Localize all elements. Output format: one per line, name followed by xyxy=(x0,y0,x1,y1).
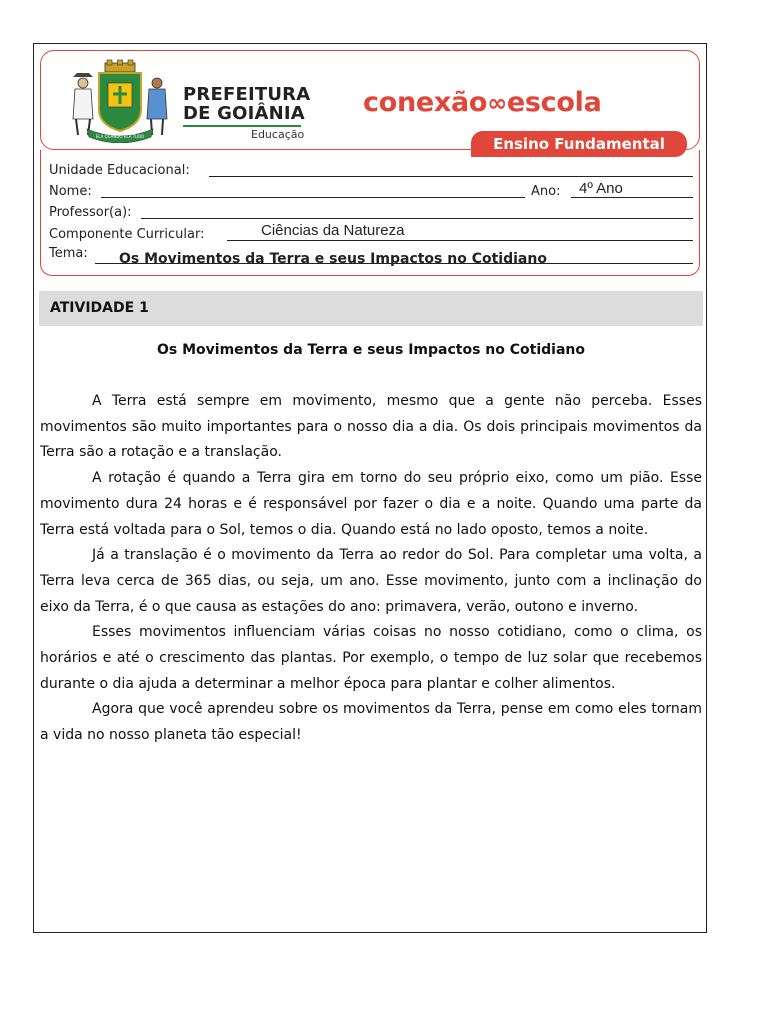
text-title: Os Movimentos da Terra e seus Impactos no Cotidiano xyxy=(157,342,585,358)
professor-field[interactable] xyxy=(141,218,693,219)
ano-value: 4º Ano xyxy=(579,180,623,197)
professor-label: Professor(a): xyxy=(49,205,132,220)
body-text xyxy=(40,389,702,749)
conexao-escola-logo xyxy=(363,87,602,118)
ano-field[interactable] xyxy=(571,197,693,198)
brand-part2: escola xyxy=(506,87,602,118)
header xyxy=(40,50,700,153)
ano-label: Ano: xyxy=(531,184,561,199)
prefeitura-name xyxy=(183,85,310,123)
prefeitura-line2: DE GOIÂNIA xyxy=(183,103,305,124)
paragraph: A rotação é quando a Terra gira em torno do seu próprio eixo, como um pião. Esse movimento dura 24 horas e é responsável por fazer o dia e a noite. Quando uma parte da Terra está voltada para o Sol, temos o dia. Quando está no lado oposto, temos a noite. xyxy=(40,470,702,538)
tema-label: Tema: xyxy=(49,246,88,261)
nome-field[interactable] xyxy=(101,197,525,198)
student-info-form xyxy=(40,150,700,276)
componente-value: Ciências da Natureza xyxy=(261,222,405,239)
unidade-label: Unidade Educacional: xyxy=(49,163,190,178)
tema-value: Os Movimentos da Terra e seus Impactos no Cotidiano xyxy=(119,251,547,267)
tema-row xyxy=(49,246,693,266)
unidade-field[interactable] xyxy=(209,176,693,177)
nome-row xyxy=(49,181,693,201)
activity-header xyxy=(39,291,703,326)
componente-row xyxy=(49,224,693,244)
paragraph: A Terra está sempre em movimento, mesmo que a gente não perceba. Esses movimentos são muito importantes para o nosso dia a dia. Os dois principais movimentos da Terra são a rotação e a translação. xyxy=(40,393,702,461)
level-badge: Ensino Fundamental xyxy=(471,131,687,157)
activity-label: ATIVIDADE 1 xyxy=(50,300,149,316)
crest-motto: ELA QUANDO ELA TUDO xyxy=(95,134,145,139)
paragraph: Esses movimentos influenciam várias coisas no nosso cotidiano, como o clima, os horários e até o crescimento das plantas. Por exemplo, o tempo de luz solar que recebemos durante o dia ajuda a determinar a melhor época para plantar e colher alimentos. xyxy=(40,624,702,692)
componente-field[interactable] xyxy=(227,240,693,241)
nome-label: Nome: xyxy=(49,184,92,199)
brand-part1: conexão xyxy=(363,87,488,118)
paragraph: Agora que você aprendeu sobre os movimentos da Terra, pense em como eles tornam a vida no nosso planeta tão especial! xyxy=(40,701,702,744)
paragraph: Já a translação é o movimento da Terra ao redor do Sol. Para completar uma volta, a Terra leva cerca de 365 dias, ou seja, um ano. Esse movimento, junto com a inclinação do eixo da Terra, é o que causa as estações do ano: primavera, verão, outono e inverno. xyxy=(40,547,702,615)
prefeitura-line1: PREFEITURA xyxy=(183,84,311,105)
goiania-coat-of-arms-icon xyxy=(65,59,175,143)
componente-label: Componente Curricular: xyxy=(49,227,205,242)
chain-link-icon: ∞ xyxy=(487,89,507,117)
prefeitura-sub: Educação xyxy=(251,128,305,141)
professor-row xyxy=(49,202,693,222)
worksheet xyxy=(33,43,707,933)
prefeitura-divider xyxy=(183,125,301,127)
unidade-row xyxy=(49,160,693,180)
